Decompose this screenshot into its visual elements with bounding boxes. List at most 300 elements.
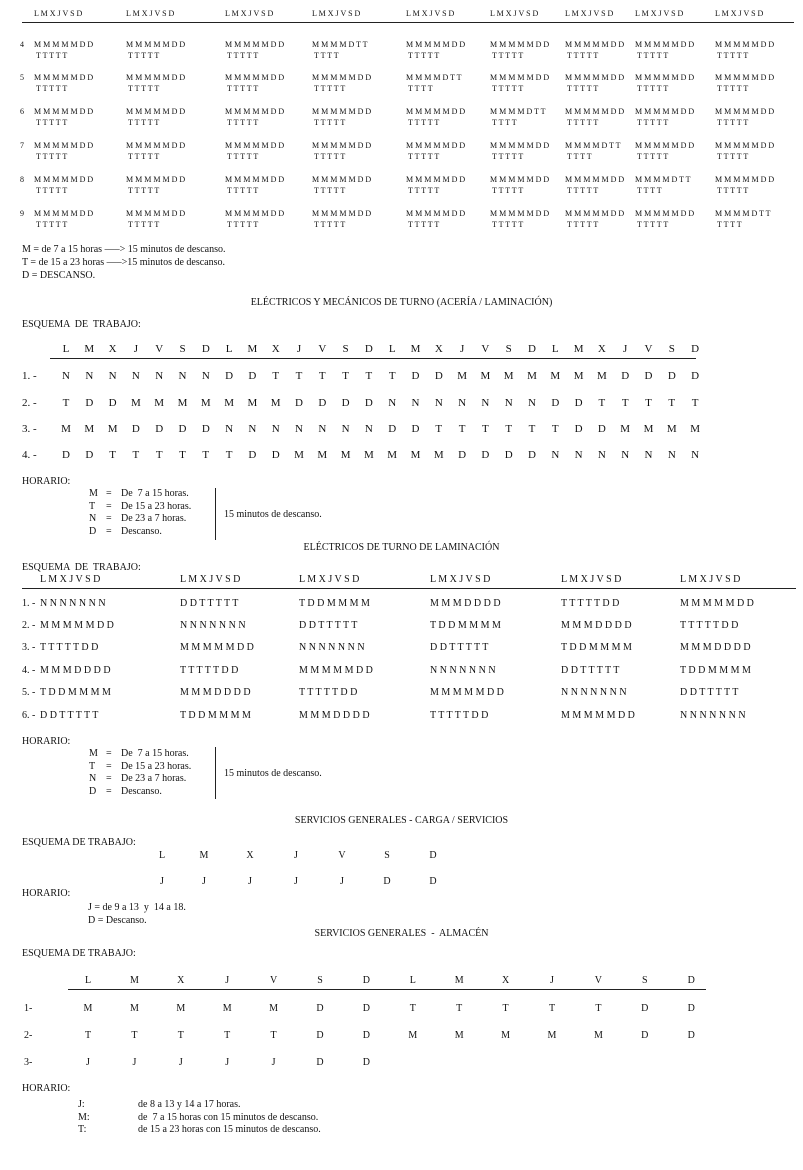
electricos-shift-cell: T (458, 423, 466, 435)
horario-eq: = (106, 773, 112, 784)
almacen-shift-cell: M (408, 1030, 418, 1041)
laminacion-shift-group: M M M M M D D (680, 598, 754, 609)
horario-label-electricos: HORARIO: (22, 476, 71, 487)
horario-eq: = (106, 500, 112, 512)
almacen-shift-cell: D (316, 1057, 324, 1068)
top-row-shift-line1: M M M M M D D (312, 175, 372, 184)
top-row-number: 4 (20, 40, 24, 49)
horario-value: Descanso. (121, 525, 162, 537)
horario-eq: = (106, 488, 112, 499)
electricos-day-header: M (573, 343, 584, 355)
electricos-shift-cell: N (341, 423, 350, 435)
top-header-days: L M X J V S D (490, 9, 539, 18)
electricos-shift-cell: M (107, 423, 118, 435)
electricos-shift-cell: D (574, 397, 583, 409)
top-row-shift-line1: M M M M M D D (715, 73, 775, 82)
top-row-shift-line2: T T T T T (128, 186, 160, 195)
top-row-shift-line2: T T T T T (128, 220, 160, 229)
electricos-shift-cell: M (480, 370, 491, 382)
electricos-shift-cell: D (364, 397, 373, 409)
top-row-shift-line1: M M M M D T T (565, 141, 621, 150)
electricos-shift-cell: T (295, 370, 303, 382)
top-row-shift-line2: T T T T T (408, 152, 440, 161)
laminacion-row-label: 2. - (22, 620, 36, 631)
horario-divider-electricos (215, 488, 216, 540)
almacen-shift-cell: D (362, 1030, 370, 1041)
horario-value: de 8 a 13 y 14 a 17 horas. (138, 1099, 241, 1110)
top-row-shift-line1: M M M M M D D (565, 40, 625, 49)
electricos-day-header: L (551, 343, 559, 355)
electricos-row-label: 2. - (22, 397, 37, 409)
top-row-shift-line1: M M M M M D D (312, 209, 372, 218)
almacen-day-header: D (687, 975, 695, 986)
top-row-shift-line2: T T T T (492, 118, 517, 127)
almacen-day-header: M (129, 975, 139, 986)
electricos-shift-cell: T (551, 423, 559, 435)
electricos-shift-cell: D (295, 397, 303, 409)
electricos-shift-cell: N (667, 449, 676, 461)
top-row-shift-line1: M M M M D T T (406, 73, 462, 82)
almacen-row-label: 3- (24, 1057, 33, 1068)
electricos-shift-cell: N (574, 449, 583, 461)
electricos-shift-cell: T (621, 397, 629, 409)
carga-shift-cell: J (248, 876, 252, 887)
laminacion-shift-group: D D T T T T T (430, 642, 489, 653)
laminacion-shift-group: M M M D D D D (430, 598, 501, 609)
laminacion-shift-group: M M M M M D D (299, 665, 373, 676)
carga-shift-cell: J (202, 876, 206, 887)
top-row-shift-line2: T T T T T (227, 51, 259, 60)
horario-value: de 7 a 15 horas con 15 minutos de descanso. (138, 1111, 319, 1123)
almacen-shift-cell: M (454, 1030, 464, 1041)
electricos-shift-cell: N (271, 423, 280, 435)
legend-m: M = de 7 a 15 horas —–> 15 minutos de descanso. (22, 244, 226, 255)
horario-value: De 7 a 15 horas. (121, 748, 189, 759)
electricos-shift-cell: T (645, 397, 652, 409)
top-row-shift-line1: M M M M M D D (715, 141, 775, 150)
almacen-day-header: X (177, 975, 185, 986)
electricos-day-header: V (644, 343, 653, 355)
almacen-shift-cell: J (132, 1057, 137, 1068)
almacen-shift-cell: M (83, 1003, 93, 1014)
top-header-days: L M X J V S D (635, 9, 684, 18)
top-row-shift-line2: T T T T T (36, 220, 68, 229)
section-title-almacen: SERVICIOS GENERALES - ALMACÉN (314, 928, 489, 939)
electricos-shift-cell: T (202, 449, 210, 461)
electricos-shift-cell: M (340, 449, 351, 461)
top-row-number: 9 (20, 209, 24, 218)
almacen-shift-cell: M (269, 1003, 279, 1014)
electricos-row-label: 4. - (22, 449, 37, 461)
top-row-shift-line1: M M M M M D D (490, 175, 550, 184)
almacen-day-header: S (642, 975, 648, 986)
top-row-shift-line1: M M M M M D D (490, 40, 550, 49)
electricos-shift-cell: N (528, 397, 536, 409)
top-row-shift-line1: M M M M M D D (225, 209, 285, 218)
esquema-label-carga: ESQUEMA DE TRABAJO: (22, 837, 136, 848)
electricos-day-header: J (459, 343, 465, 355)
horario-key: J: (78, 1099, 85, 1110)
top-row-shift-line1: M M M M M D D (225, 107, 285, 116)
electricos-shift-cell: T (598, 397, 606, 409)
horario-value: De 23 a 7 horas. (121, 513, 187, 524)
top-row-shift-line2: T T T T T (717, 51, 749, 60)
electricos-shift-cell: D (504, 449, 513, 461)
almacen-shift-cell: T (224, 1030, 231, 1041)
electricos-day-header: D (691, 343, 700, 355)
electricos-shift-cell: N (108, 370, 117, 382)
top-row-shift-line2: T T T T T (637, 118, 669, 127)
electricos-shift-cell: D (434, 370, 443, 382)
electricos-shift-cell: N (131, 370, 140, 382)
top-row-shift-line2: T T T T T (314, 186, 346, 195)
electricos-shift-cell: N (364, 423, 373, 435)
top-row-shift-line1: M M M M M D D (34, 107, 94, 116)
top-row-number: 5 (20, 73, 24, 82)
electricos-shift-cell: M (643, 423, 654, 435)
esquema-label-laminacion: ESQUEMA DE TRABAJO: (22, 562, 141, 573)
laminacion-header-days: L M X J V S D (430, 574, 491, 585)
electricos-shift-cell: T (318, 370, 326, 382)
laminacion-header-days: L M X J V S D (180, 574, 241, 585)
almacen-shift-cell: T (502, 1003, 509, 1014)
top-row-shift-line1: M M M M D T T (490, 107, 546, 116)
top-row-shift-line1: M M M M M D D (715, 40, 775, 49)
top-row-shift-line2: T T T T T (227, 152, 259, 161)
almacen-shift-cell: D (316, 1030, 324, 1041)
top-row-shift-line2: T T T T T (492, 152, 524, 161)
laminacion-shift-group: M M M D D D D (40, 665, 111, 676)
electricos-day-header: X (108, 343, 117, 355)
almacen-row-label: 1- (24, 1003, 33, 1014)
horario-carga-j: J = de 9 a 13 y 14 a 18. (88, 902, 186, 913)
electricos-day-header: J (296, 343, 302, 355)
electricos-shift-cell: M (154, 397, 165, 409)
descanso-note-electricos: 15 minutos de descanso. (224, 509, 322, 520)
electricos-shift-cell: M (620, 423, 631, 435)
top-row-shift-line2: T T T T T (128, 51, 160, 60)
almacen-shift-cell: T (131, 1030, 138, 1041)
laminacion-shift-group: D D T T T T T (680, 687, 739, 698)
top-header-days: L M X J V S D (565, 9, 614, 18)
top-row-shift-line1: M M M M M D D (490, 141, 550, 150)
electricos-shift-cell: D (528, 449, 536, 461)
electricos-shift-cell: D (248, 370, 257, 382)
top-row-shift-line2: T T T T (717, 220, 742, 229)
top-row-shift-line2: T T T T T (36, 152, 68, 161)
top-row-shift-line2: T T T T T (227, 186, 259, 195)
electricos-shift-cell: D (248, 449, 257, 461)
electricos-shift-cell: T (179, 449, 186, 461)
almacen-shift-cell: T (456, 1003, 463, 1014)
top-row-shift-line2: T T T T (408, 84, 433, 93)
electricos-shift-cell: M (457, 370, 467, 382)
almacen-shift-cell: M (593, 1030, 603, 1041)
almacen-day-header: D (362, 975, 370, 986)
almacen-shift-cell: D (687, 1003, 695, 1014)
almacen-shift-cell: T (270, 1030, 277, 1041)
top-row-shift-line2: T T T T T (717, 152, 749, 161)
esquema-label-electricos: ESQUEMA DE TRABAJO: (22, 319, 141, 330)
electricos-shift-cell: T (132, 449, 140, 461)
almacen-shift-cell: J (225, 1057, 230, 1068)
top-row-shift-line2: T T T T T (314, 118, 346, 127)
almacen-shift-cell: D (362, 1057, 370, 1068)
electricos-shift-cell: T (482, 423, 489, 435)
electricos-day-header: S (668, 343, 675, 355)
top-row-shift-line2: T T T T T (637, 84, 669, 93)
electricos-shift-cell: D (341, 397, 350, 409)
top-row-shift-line2: T T T T T (408, 51, 440, 60)
top-row-shift-line2: T T T T T (492, 84, 524, 93)
top-row-shift-line1: M M M M M D D (126, 107, 186, 116)
electricos-shift-cell: T (109, 449, 116, 461)
electricos-shift-cell: D (458, 449, 467, 461)
electricos-day-header: M (247, 343, 258, 355)
electricos-shift-cell: M (270, 397, 281, 409)
laminacion-shift-group: T D D M M M M (299, 598, 370, 609)
top-header-rule (22, 22, 794, 23)
top-row-shift-line2: T T T T T (36, 51, 68, 60)
almacen-shift-cell: D (641, 1003, 649, 1014)
electricos-shift-cell: M (200, 397, 211, 409)
electricos-shift-cell: T (225, 449, 233, 461)
electricos-shift-cell: N (597, 449, 606, 461)
laminacion-shift-group: N N N N N N N (561, 687, 627, 698)
laminacion-row-label: 4. - (22, 665, 36, 676)
electricos-row-label: 3. - (22, 423, 37, 435)
top-row-shift-line2: T T T T T (637, 220, 669, 229)
electricos-shift-cell: T (155, 449, 163, 461)
electricos-shift-cell: D (318, 397, 327, 409)
almacen-shift-cell: M (222, 1003, 232, 1014)
section-title-carga: SERVICIOS GENERALES - CARGA / SERVICIOS (294, 815, 509, 826)
laminacion-shift-group: M M M D D D D (680, 642, 751, 653)
electricos-day-header: D (528, 343, 536, 355)
electricos-shift-cell: D (225, 370, 234, 382)
horario-key: D (89, 525, 97, 537)
almacen-shift-cell: T (595, 1003, 602, 1014)
laminacion-header-days: L M X J V S D (680, 574, 741, 585)
top-row-shift-line2: T T T T T (717, 186, 749, 195)
laminacion-shift-group: T T T T T D D (561, 598, 620, 609)
almacen-day-header: S (317, 975, 323, 986)
top-row-shift-line2: T T T T (314, 51, 339, 60)
top-row-shift-line1: M M M M M D D (126, 40, 186, 49)
almacen-shift-cell: T (548, 1003, 556, 1014)
top-row-shift-line2: T T T T T (314, 152, 346, 161)
electricos-day-header: L (225, 343, 233, 355)
electricos-shift-cell: M (433, 449, 444, 461)
top-row-shift-line1: M M M M M D D (34, 175, 94, 184)
top-row-shift-line2: T T T T T (492, 220, 524, 229)
carga-day-header: M (199, 850, 209, 861)
laminacion-shift-group: D D T T T T T (299, 620, 358, 631)
top-row-shift-line1: M M M M D T T (635, 175, 691, 184)
electricos-day-header: L (388, 343, 396, 355)
top-header-days: L M X J V S D (225, 9, 274, 18)
laminacion-row-label: 1. - (22, 598, 36, 609)
horario-carga-d: D = Descanso. (88, 915, 147, 926)
laminacion-header-rule (22, 588, 796, 589)
almacen-shift-cell: J (178, 1057, 183, 1068)
top-row-shift-line2: T T T T T (567, 118, 599, 127)
top-row-shift-line2: T T T T (637, 186, 662, 195)
electricos-shift-cell: N (458, 397, 467, 409)
electricos-shift-cell: D (411, 423, 420, 435)
electricos-header-rule (50, 358, 696, 359)
electricos-day-header: S (342, 343, 349, 355)
electricos-shift-cell: N (155, 370, 164, 382)
top-row-number: 7 (20, 141, 24, 150)
electricos-day-header: M (84, 343, 95, 355)
carga-shift-cell: D (383, 876, 391, 887)
horario-key: M (89, 748, 98, 759)
horario-value: De 23 a 7 horas. (121, 773, 187, 784)
horario-eq: = (106, 785, 112, 797)
electricos-shift-cell: T (505, 423, 513, 435)
laminacion-shift-group: M M M M M D D (40, 620, 114, 631)
electricos-shift-cell: N (504, 397, 513, 409)
electricos-shift-cell: T (365, 370, 373, 382)
laminacion-shift-group: T T T T T D D (180, 665, 239, 676)
electricos-shift-cell: N (434, 397, 443, 409)
horario-value: De 15 a 23 horas. (121, 760, 192, 772)
top-row-shift-line1: M M M M M D D (565, 209, 625, 218)
electricos-day-header: J (623, 343, 628, 355)
top-row-shift-line2: T T T T T (408, 186, 440, 195)
electricos-day-header: L (62, 343, 70, 355)
carga-day-header: D (429, 850, 437, 861)
legend-t: T = de 15 a 23 horas —–>15 minutos de descanso. (22, 257, 226, 268)
electricos-shift-cell: N (318, 423, 327, 435)
almacen-shift-cell: J (271, 1057, 276, 1068)
laminacion-shift-group: N N N N N N N (430, 665, 496, 676)
laminacion-shift-group: M M M D D D D (180, 687, 251, 698)
electricos-shift-cell: D (155, 423, 164, 435)
electricos-day-header: S (179, 343, 186, 355)
electricos-shift-cell: M (61, 423, 71, 435)
electricos-shift-cell: T (272, 370, 280, 382)
top-row-shift-line2: T T T T T (637, 152, 669, 161)
horario-value: De 15 a 23 horas. (121, 500, 192, 512)
horario-eq: = (106, 525, 112, 537)
esquema-label-almacen: ESQUEMA DE TRABAJO: (22, 948, 136, 959)
electricos-shift-cell: N (248, 423, 257, 435)
electricos-shift-cell: D (271, 449, 280, 461)
electricos-shift-cell: T (435, 423, 443, 435)
top-row-shift-line1: M M M M M D D (34, 40, 94, 49)
section-title-electricos: ELÉCTRICOS Y MECÁNICOS DE TURNO (ACERÍA / LAMINACIÓN) (250, 297, 553, 308)
laminacion-shift-group: T T T T T D D (40, 642, 99, 653)
electricos-day-header: J (133, 343, 139, 355)
electricos-shift-cell: D (644, 370, 653, 382)
electricos-shift-cell: M (84, 423, 95, 435)
top-row-shift-line2: T T T T T (227, 118, 259, 127)
top-row-shift-line2: T T T T T (567, 51, 599, 60)
almacen-day-header: V (594, 975, 602, 986)
top-row-shift-line2: T T T T T (567, 186, 599, 195)
laminacion-shift-group: N N N N N N N (299, 642, 365, 653)
top-row-shift-line1: M M M M M D D (635, 141, 695, 150)
laminacion-row-label: 6. - (22, 710, 36, 721)
electricos-shift-cell: M (573, 370, 584, 382)
horario-label-almacen: HORARIO: (22, 1083, 71, 1094)
electricos-shift-cell: D (551, 397, 560, 409)
laminacion-shift-group: T T T T T D D (680, 620, 739, 631)
laminacion-shift-group: N N N N N N N (180, 620, 246, 631)
laminacion-shift-group: T D D M M M M (180, 710, 251, 721)
electricos-day-header: X (271, 343, 280, 355)
electricos-day-header: X (434, 343, 443, 355)
carga-day-header: X (246, 850, 254, 861)
top-header-days: L M X J V S D (406, 9, 455, 18)
electricos-shift-cell: D (108, 397, 117, 409)
laminacion-header-days: L M X J V S D (299, 574, 360, 585)
almacen-shift-cell: T (84, 1030, 92, 1041)
carga-shift-cell: J (294, 876, 298, 887)
top-row-shift-line1: M M M M M D D (126, 141, 186, 150)
top-row-shift-line1: M M M M M D D (225, 73, 285, 82)
electricos-shift-cell: N (295, 423, 303, 435)
electricos-shift-cell: M (131, 397, 141, 409)
top-row-shift-line1: M M M M M D D (490, 209, 550, 218)
horario-key: T (89, 500, 96, 512)
electricos-shift-cell: N (225, 423, 234, 435)
laminacion-shift-group: M M M D D D D (299, 710, 370, 721)
electricos-row-label: 1. - (22, 370, 37, 382)
laminacion-header-days: L M X J V S D (40, 574, 101, 585)
top-row-shift-line1: M M M M M D D (312, 107, 372, 116)
electricos-shift-cell: D (178, 423, 187, 435)
electricos-day-header: M (410, 343, 421, 355)
almacen-shift-cell: M (176, 1003, 186, 1014)
laminacion-shift-group: D D T T T T T (40, 710, 99, 721)
almacen-shift-cell: D (362, 1003, 370, 1014)
horario-key: N (89, 513, 97, 524)
electricos-shift-cell: N (621, 449, 630, 461)
top-row-shift-line1: M M M M M D D (126, 175, 186, 184)
electricos-shift-cell: T (342, 370, 349, 382)
top-row-shift-line2: T T T T T (408, 118, 440, 127)
top-row-shift-line2: T T T T T (36, 186, 68, 195)
electricos-shift-cell: M (550, 370, 561, 382)
electricos-shift-cell: D (667, 370, 676, 382)
horario-eq: = (106, 760, 112, 772)
electricos-shift-cell: N (691, 449, 700, 461)
electricos-shift-cell: N (62, 370, 70, 382)
horario-key: T: (78, 1124, 87, 1135)
laminacion-shift-group: D D T T T T T (561, 665, 620, 676)
almacen-shift-cell: T (409, 1003, 416, 1014)
almacen-day-header: J (550, 975, 554, 986)
electricos-shift-cell: D (388, 423, 397, 435)
almacen-shift-cell: T (177, 1030, 184, 1041)
electricos-shift-cell: T (62, 397, 70, 409)
electricos-shift-cell: M (224, 397, 234, 409)
electricos-shift-cell: M (177, 397, 188, 409)
top-row-shift-line2: T T T T T (567, 220, 599, 229)
laminacion-shift-group: T D D M M M M (430, 620, 501, 631)
top-row-shift-line2: T T T T T (637, 51, 669, 60)
electricos-shift-cell: N (411, 397, 420, 409)
top-header-days: L M X J V S D (34, 9, 83, 18)
almacen-day-header: L (84, 975, 92, 986)
carga-shift-cell: D (429, 876, 437, 887)
laminacion-shift-group: T T T T T D D (299, 687, 358, 698)
top-row-shift-line1: M M M M M D D (565, 107, 625, 116)
top-row-shift-line1: M M M M M D D (406, 40, 466, 49)
